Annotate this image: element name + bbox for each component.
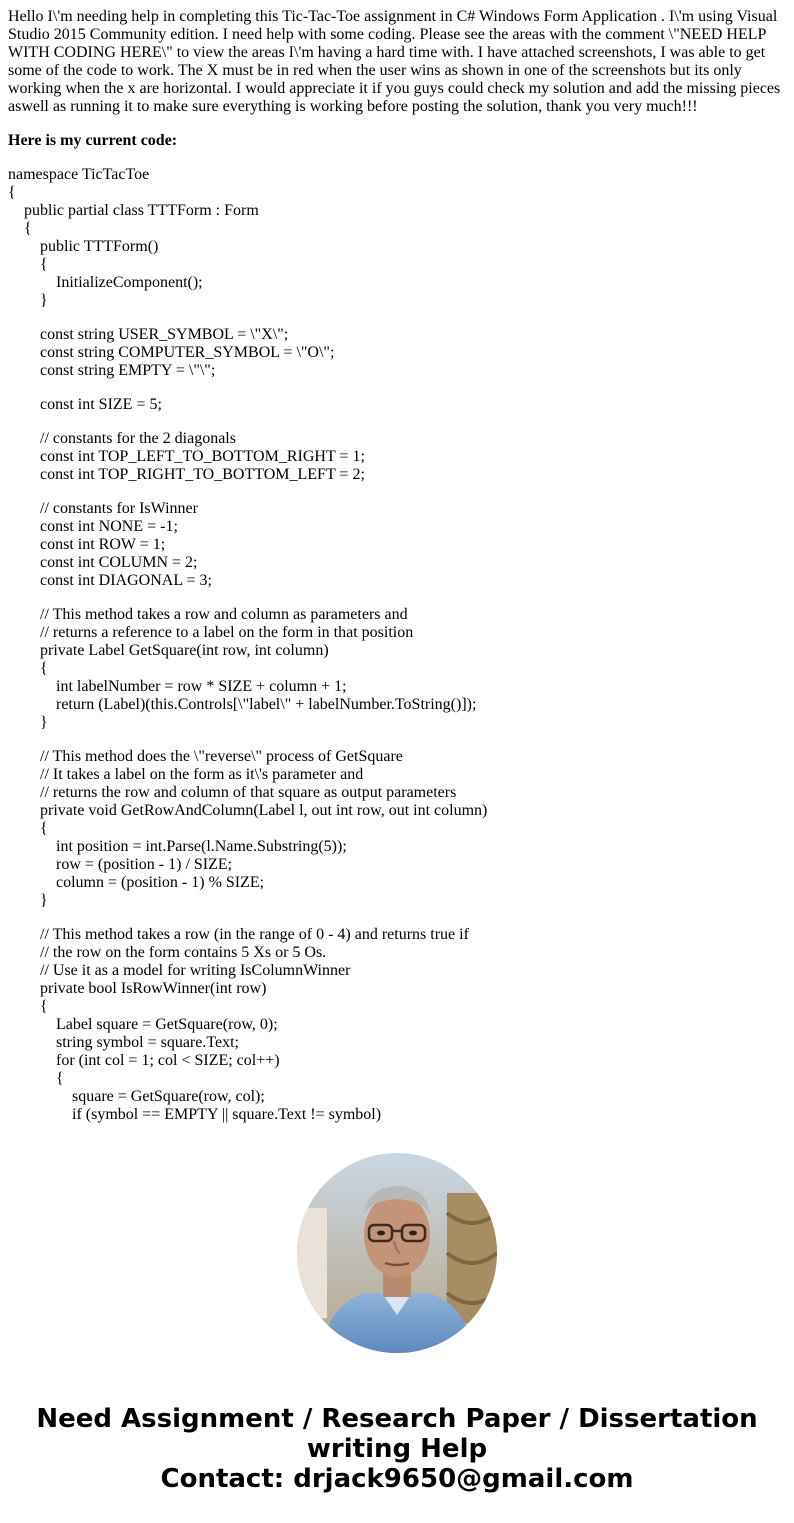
- code-line: // This method does the \"reverse\" process of GetSquare: [8, 748, 403, 765]
- code-line: {: [8, 820, 48, 837]
- code-line: const int TOP_RIGHT_TO_BOTTOM_LEFT = 2;: [8, 466, 365, 483]
- code-line: [8, 732, 788, 748]
- code-line: column = (position - 1) % SIZE;: [8, 874, 265, 891]
- code-line: const int NONE = -1;: [8, 518, 178, 535]
- code-heading: Here is my current code:: [8, 132, 178, 149]
- code-line: public partial class TTTForm : Form: [8, 202, 259, 219]
- author-avatar: [297, 1153, 497, 1353]
- code-line: }: [8, 714, 48, 731]
- code-line: namespace TicTacToe: [8, 166, 150, 183]
- promo-contact: Contact: drjack9650@gmail.com: [160, 1464, 634, 1494]
- code-line: // This method takes a row (in the range of 0 - 4) and returns true if: [8, 926, 469, 943]
- code-line: return (Label)(this.Controls[\"label\" + labelNumber.ToString()]);: [8, 696, 477, 713]
- code-line: private void GetRowAndColumn(Label l, out int row, out int column): [8, 802, 488, 819]
- code-line: const int DIAGONAL = 3;: [8, 572, 212, 589]
- code-line: // returns a reference to a label on the form in that position: [8, 624, 414, 641]
- code-block: [8, 166, 788, 1124]
- code-line: const string EMPTY = \"\";: [8, 362, 216, 379]
- code-line: private Label GetSquare(int row, int column): [8, 642, 329, 659]
- code-line: // constants for IsWinner: [8, 500, 198, 517]
- code-line: for (int col = 1; col < SIZE; col++): [8, 1052, 280, 1069]
- code-line: const string USER_SYMBOL = \"X\";: [8, 326, 289, 343]
- code-line: int labelNumber = row * SIZE + column + 1;: [8, 678, 347, 695]
- code-line: row = (position - 1) / SIZE;: [8, 856, 233, 873]
- code-line: int position = int.Parse(l.Name.Substring(5));: [8, 838, 347, 855]
- code-line: {: [8, 998, 48, 1015]
- code-line: [8, 910, 788, 926]
- promo-line-1: Need Assignment / Research Paper / Dissertation: [36, 1404, 758, 1434]
- promo-banner: [0, 1404, 794, 1494]
- code-line: // Use it as a model for writing IsColumnWinner: [8, 962, 351, 979]
- code-line: // This method takes a row and column as parameters and: [8, 606, 408, 623]
- code-line: [8, 310, 788, 326]
- code-line: [8, 590, 788, 606]
- code-line: }: [8, 292, 48, 309]
- code-line: {: [8, 1070, 64, 1087]
- code-line: {: [8, 660, 48, 677]
- code-line: // constants for the 2 diagonals: [8, 430, 236, 447]
- promo-line-2: writing Help: [306, 1434, 488, 1464]
- code-line: public TTTForm(): [8, 238, 159, 255]
- code-line: const string COMPUTER_SYMBOL = \"O\";: [8, 344, 335, 361]
- code-line: const int COLUMN = 2;: [8, 554, 198, 571]
- code-line: string symbol = square.Text;: [8, 1034, 239, 1051]
- code-line: }: [8, 892, 48, 909]
- code-line: // the row on the form contains 5 Xs or 5 Os.: [8, 944, 327, 961]
- code-line: {: [8, 184, 16, 201]
- code-line: [8, 414, 788, 430]
- code-line: {: [8, 220, 32, 237]
- code-line: square = GetSquare(row, col);: [8, 1088, 265, 1105]
- code-line: {: [8, 256, 48, 273]
- code-line: // It takes a label on the form as it\'s parameter and: [8, 766, 364, 783]
- post-content: [8, 8, 788, 1124]
- post-intro-text: Hello I\'m needing help in completing this Tic-Tac-Toe assignment in C# Windows Form Application . I\'m using Visual Studio 2015 Community edition. I need help with some coding. Please see the areas with the comment \"NEED HELP WITH CODING HERE\" to view the areas I\'m having a hard time with. I have attached screenshots, I was able to get some of the code to work. The X must be in red when the user wins as shown in one of the screenshots but its only working when the x are horizontal. I would appreciate it if you guys could check my solution and add the missing pieces aswell as running it to make sure everything is working before posting the solution, thank you very much!!!: [8, 8, 781, 115]
- code-line: Label square = GetSquare(row, 0);: [8, 1016, 278, 1033]
- code-line: const int TOP_LEFT_TO_BOTTOM_RIGHT = 1;: [8, 448, 365, 465]
- code-line: [8, 380, 788, 396]
- code-line: [8, 484, 788, 500]
- code-line: InitializeComponent();: [8, 274, 203, 291]
- code-line: const int ROW = 1;: [8, 536, 166, 553]
- code-line: // returns the row and column of that square as output parameters: [8, 784, 457, 801]
- code-line: private bool IsRowWinner(int row): [8, 980, 267, 997]
- code-line: if (symbol == EMPTY || square.Text != symbol): [8, 1106, 382, 1123]
- code-line: const int SIZE = 5;: [8, 396, 162, 413]
- portrait-icon: [297, 1153, 497, 1353]
